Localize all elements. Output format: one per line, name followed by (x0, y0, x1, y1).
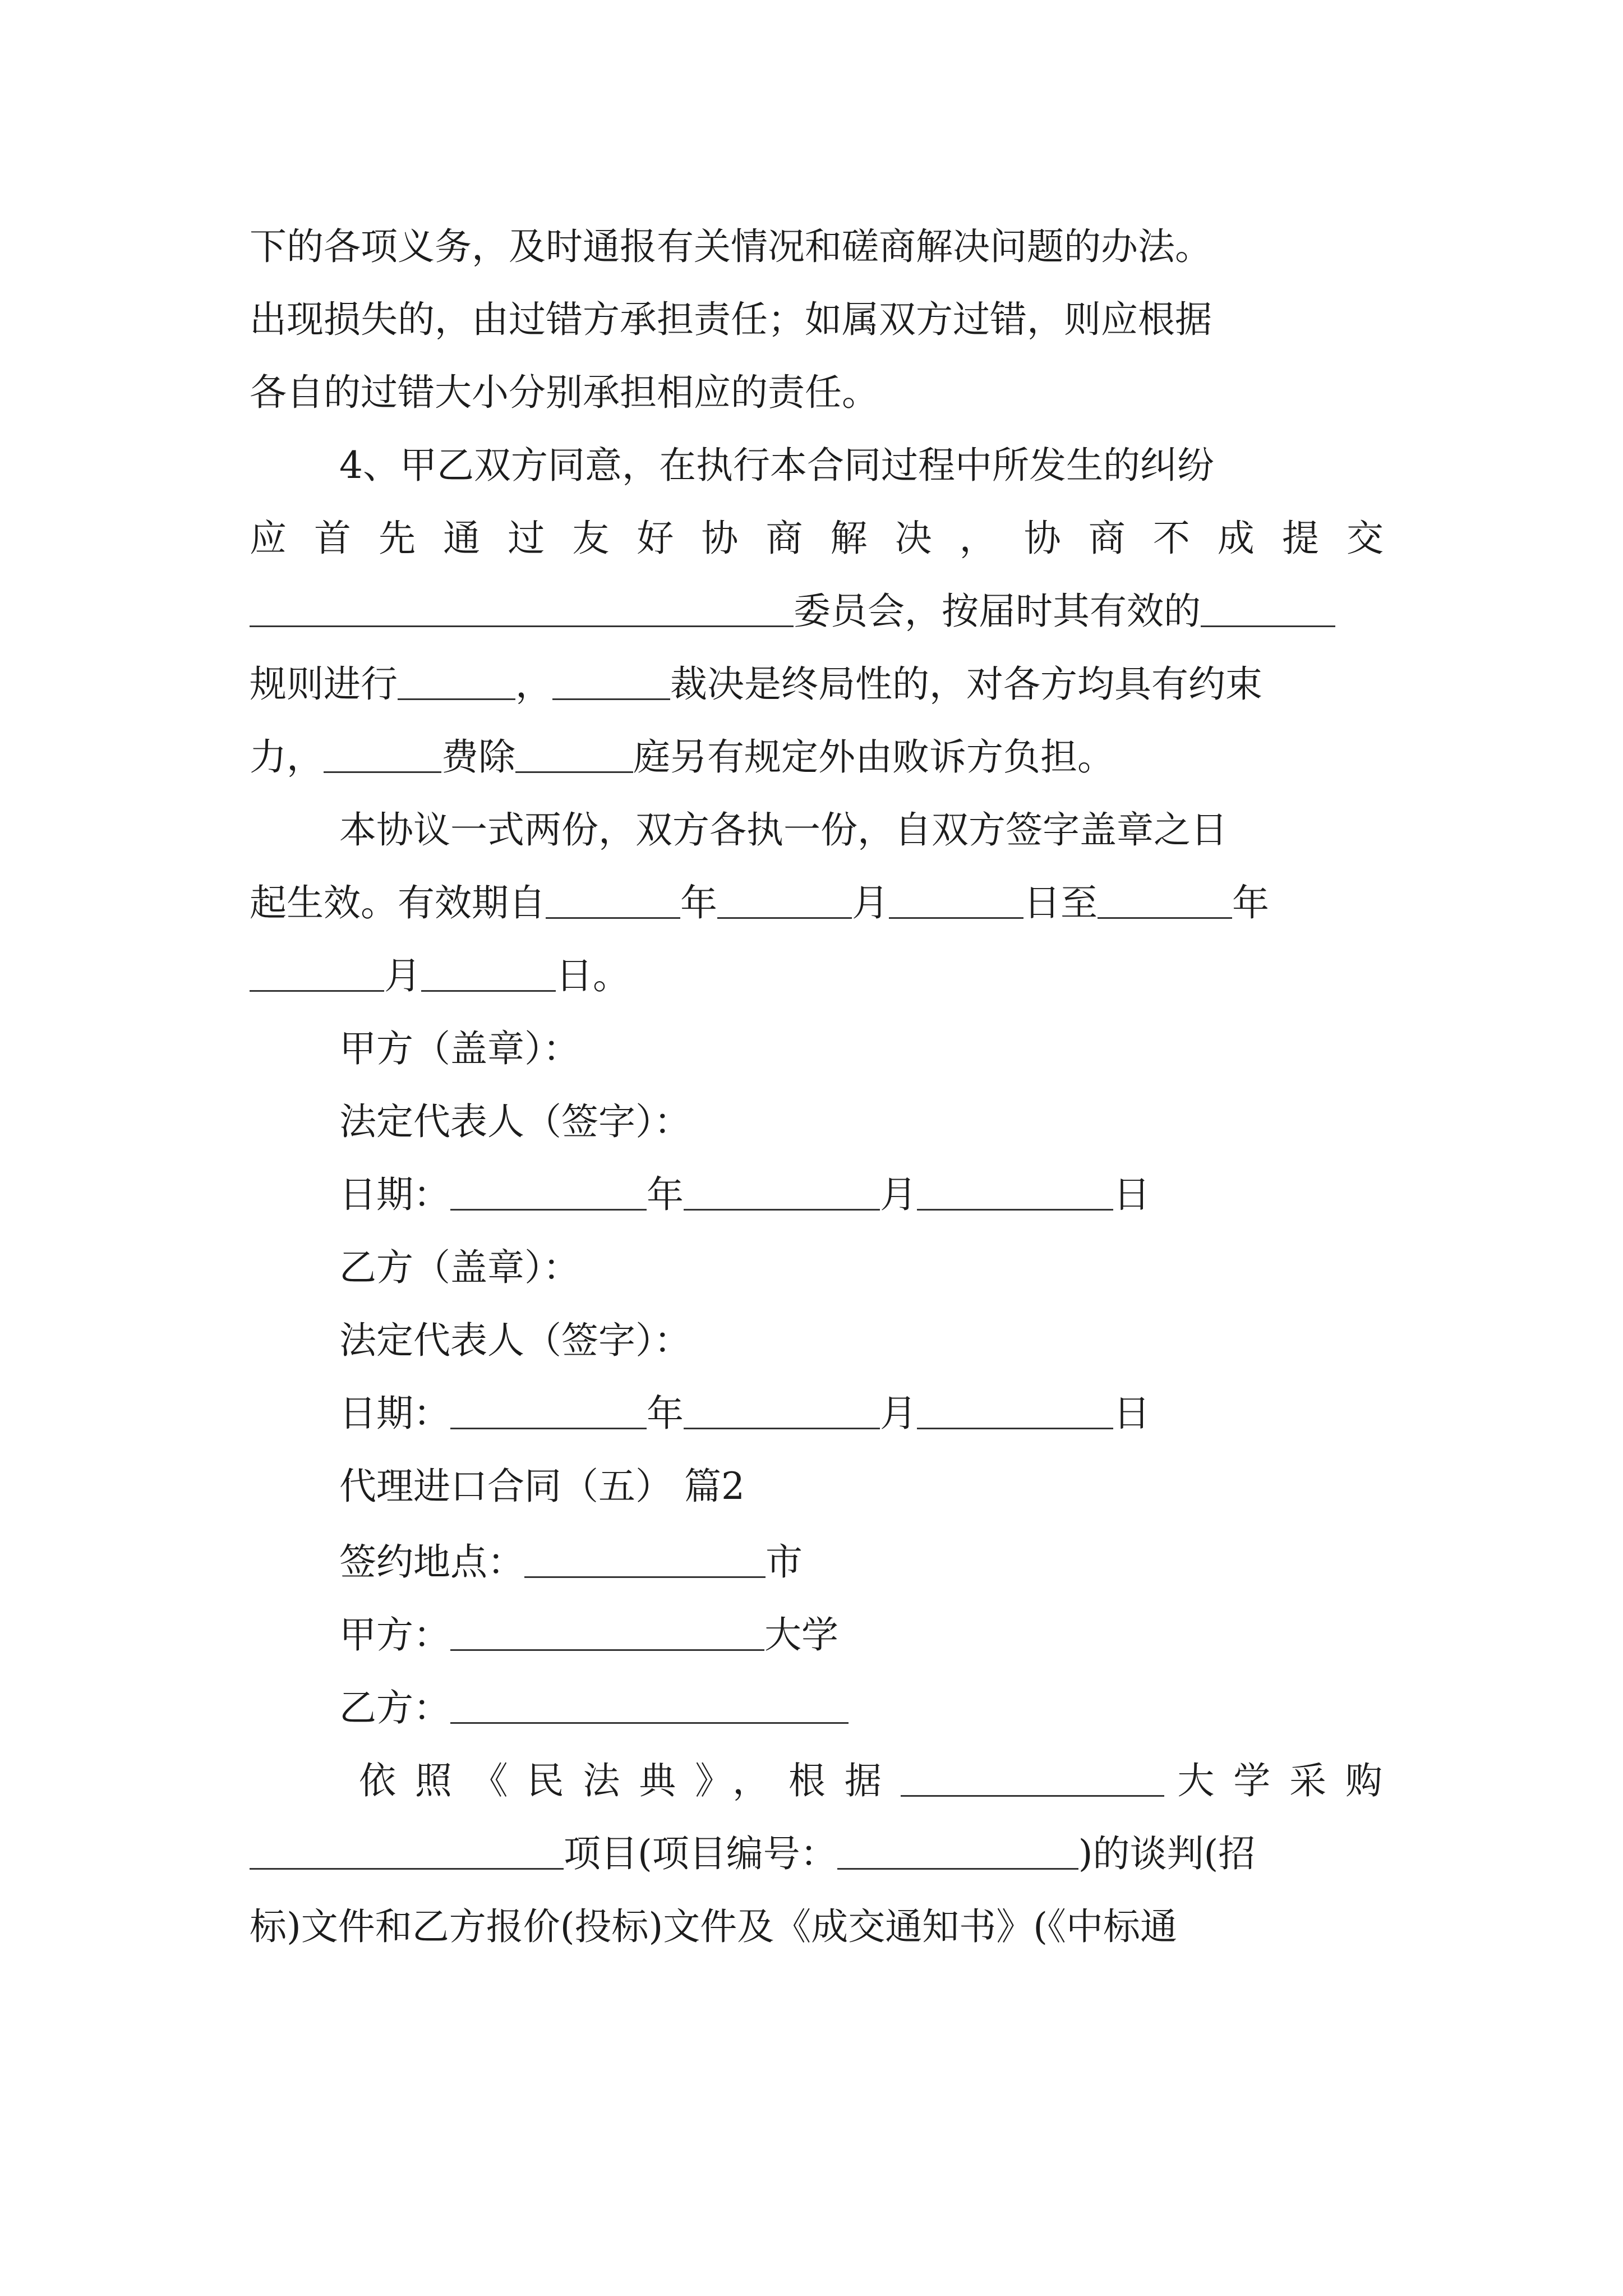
blank-field (398, 665, 515, 700)
party-a-date: 日期： 年 月 日 (339, 1173, 1150, 1216)
blank-field (450, 1394, 647, 1429)
blank-field (450, 1688, 849, 1724)
blank-field (450, 1616, 764, 1651)
party-b-date: 日期： 年 月 日 (339, 1392, 1150, 1435)
clause-4-line: 4、甲乙双方同意，在执行本合同过程中所发生的纠纷 (339, 444, 1214, 487)
validity-line: 起生效。有效期自 年 月 日至 年 (250, 881, 1269, 924)
blank-field (684, 1394, 880, 1429)
body-line: 项目(项目编号： )的谈判(招 (250, 1826, 1388, 1882)
blank-field (250, 592, 794, 627)
signing-place: 签约地点： 市 (339, 1540, 803, 1584)
body-line: 依照《民法典》，根据 大学采购 (359, 1759, 1389, 1802)
section-title: 代理进口合同（五） 篇2 (339, 1465, 745, 1508)
paragraph-line: 各自的过错大小分别承担相应的责任。 (250, 371, 879, 414)
blank-field (684, 1175, 880, 1211)
validity-line: 本协议一式两份，双方各执一份，自双方签字盖章之日 (339, 808, 1228, 852)
party-b-representative: 法定代表人（签字）： (339, 1319, 691, 1362)
blank-field (250, 1834, 564, 1870)
party-a-name: 甲方： 大学 (339, 1613, 838, 1657)
blank-field (524, 1543, 766, 1578)
blank-field (1098, 884, 1232, 919)
blank-field (552, 665, 670, 700)
clause-4-line: 应首先通过友好协商解决，协商不成提交 (250, 517, 1388, 560)
party-a-seal: 甲方（盖章）： (339, 1027, 580, 1070)
clause-4-line: 规则进行 ， 裁决是终局性的，对各方均具有约束 (250, 662, 1262, 706)
blank-field (450, 1175, 647, 1211)
clause-4-line: 力， 费除 庭另有规定外由败诉方负担。 (250, 735, 1114, 779)
paragraph-line: 出现损失的，由过错方承担责任；如属双方过错，则应根据 (250, 298, 1212, 341)
blank-field (421, 956, 556, 992)
blank-field (1201, 592, 1335, 627)
validity-line: 月 日。 (250, 948, 1388, 1004)
party-a-representative: 法定代表人（签字）： (339, 1100, 691, 1143)
party-b-seal: 乙方（盖章）： (339, 1246, 580, 1289)
blank-field (546, 884, 680, 919)
blank-field (837, 1834, 1078, 1870)
party-b-name: 乙方： (339, 1680, 1388, 1736)
clause-4-line: 委员会，按届时其有效的 (250, 583, 1388, 639)
blank-field (917, 1394, 1113, 1429)
blank-field (717, 884, 852, 919)
blank-field (515, 738, 633, 773)
blank-field (324, 738, 441, 773)
paragraph-line: 下的各项义务，及时通报有关情况和磋商解决问题的办法。 (250, 225, 1212, 268)
blank-field (917, 1175, 1113, 1211)
blank-field (901, 1761, 1164, 1797)
blank-field (250, 956, 384, 992)
body-line: 标)文件和乙方报价(投标)文件及《成交通知书》(《中标通 (250, 1905, 1177, 1948)
blank-field (889, 884, 1023, 919)
